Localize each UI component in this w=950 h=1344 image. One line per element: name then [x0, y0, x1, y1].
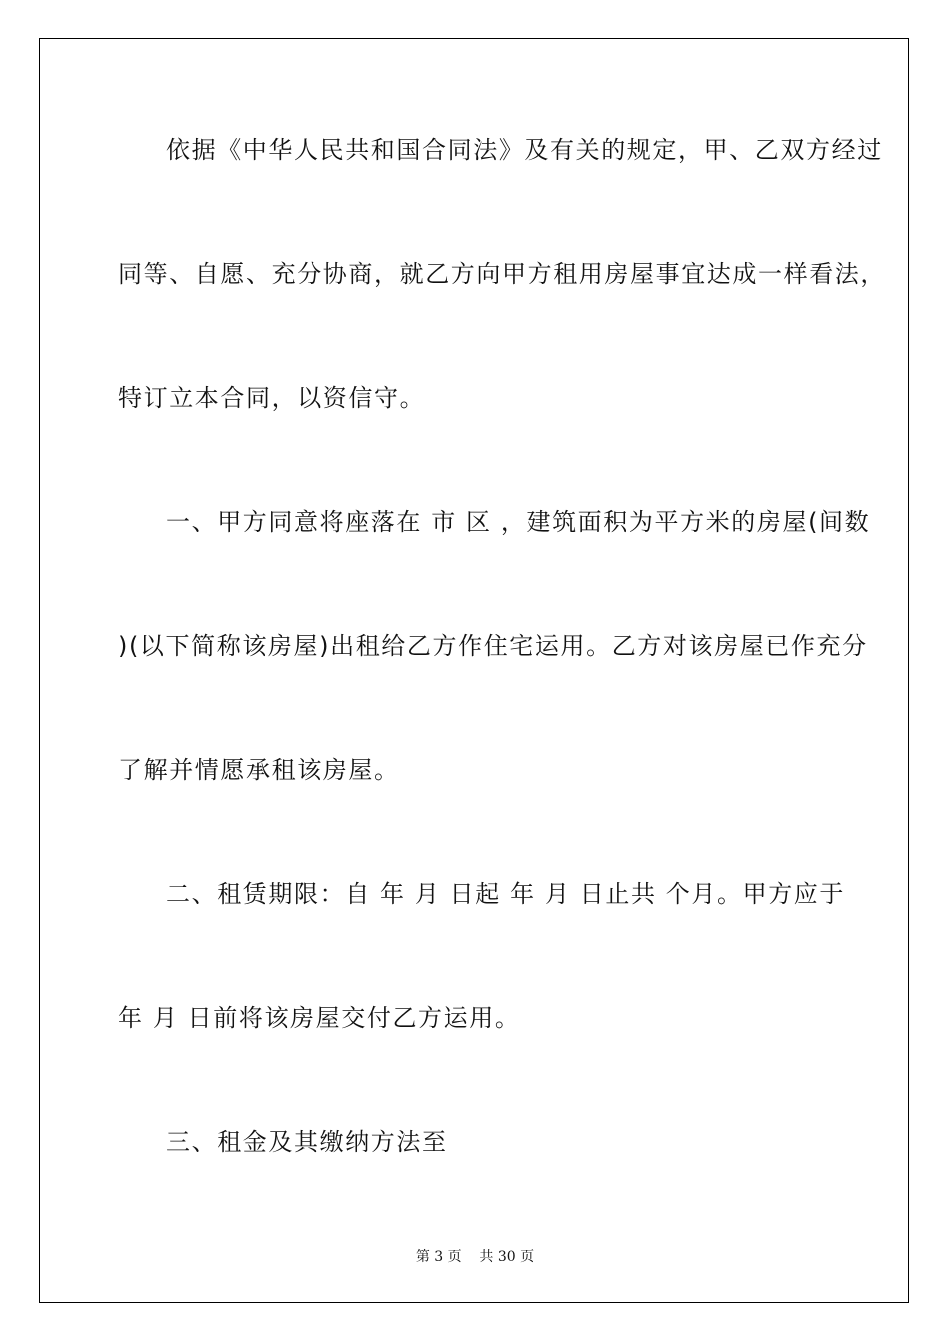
page-border [39, 38, 909, 1303]
paragraph-1-line-1: 依据《中华人民共和国合同法》及有关的规定，甲、乙双方经过 [166, 136, 883, 164]
paragraph-4-line-1: 三、租金及其缴纳方法至 [166, 1128, 448, 1156]
paragraph-2-line-3: 了解并情愿承租该房屋。 [118, 756, 400, 784]
paragraph-1-line-3: 特订立本合同，以资信守。 [118, 384, 426, 412]
paragraph-1-line-2: 同等、自愿、充分协商，就乙方向甲方租用房屋事宜达成一样看法， [118, 260, 886, 288]
paragraph-2-line-1: 一、甲方同意将座落在 市 区 ，建筑面积为平方米的房屋(间数 [166, 508, 871, 536]
paragraph-3-line-2: 年 月 日前将该房屋交付乙方运用。 [118, 1004, 521, 1032]
paragraph-3-line-1: 二、租赁期限：自 年 月 日起 年 月 日止共 个月。甲方应于 [166, 880, 846, 908]
page-number: 第 3 页 共 30 页 [415, 1249, 535, 1265]
paragraph-2-line-2: )(以下简称该房屋)出租给乙方作住宅运用。乙方对该房屋已作充分 [118, 632, 868, 660]
